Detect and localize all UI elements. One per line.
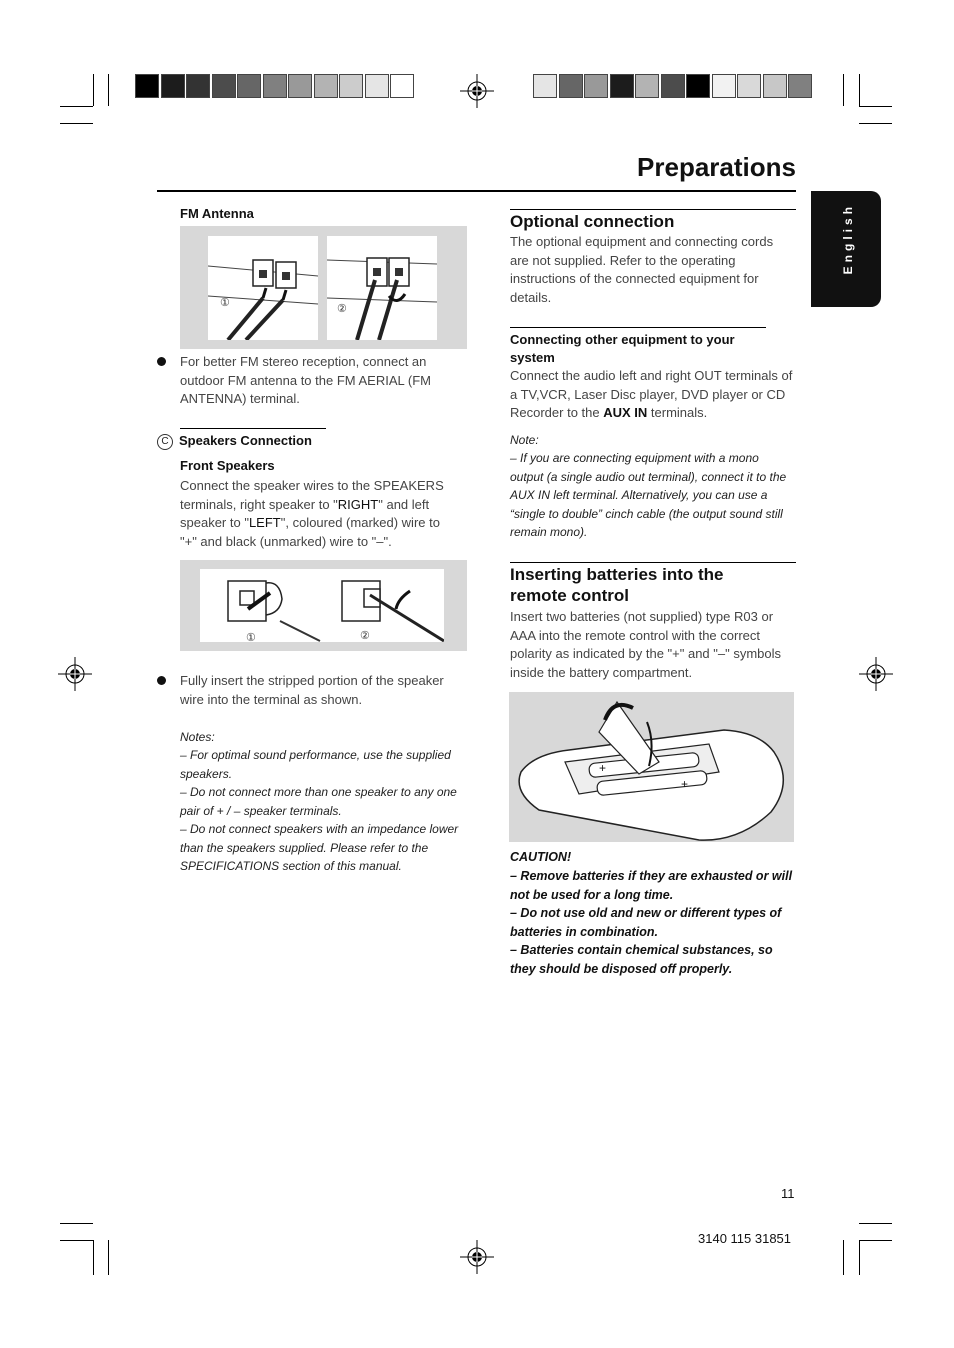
optional-connection-text: The optional equipment and connecting cords are not supplied. Refer to the operating instructions of the connected equipment for details. <box>510 234 774 305</box>
other-equipment-heading: Connecting other equipment to your system <box>510 332 735 365</box>
front-speakers-heading: Front Speakers <box>180 458 275 473</box>
crop-mark <box>859 1223 892 1224</box>
speakers-heading: Speakers Connection <box>179 433 312 448</box>
remote-battery-figure <box>509 692 794 842</box>
fm-antenna-panel-1 <box>208 236 318 340</box>
color-swatch <box>365 74 389 98</box>
page-number: 11 <box>781 1186 795 1201</box>
other-equipment-text-part: Connect the audio left and right OUT terminals of a TV,VCR, Laser Disc player, DVD player or CD Recorder to the <box>510 368 793 420</box>
optional-rule <box>510 209 796 210</box>
title-rule <box>157 190 796 192</box>
speaker-terminal-illustration <box>200 569 444 642</box>
left-word: LEFT <box>248 515 281 530</box>
other-equipment-text <box>510 367 795 423</box>
notes-list <box>180 746 460 876</box>
remote-control-illustration <box>509 692 794 842</box>
registration-mark-icon <box>460 1240 494 1274</box>
antenna-terminal-illustration <box>208 236 318 340</box>
color-swatch <box>610 74 634 98</box>
crop-mark <box>60 1223 93 1224</box>
speaker-connection-panel <box>200 569 444 642</box>
color-swatch <box>635 74 659 98</box>
caution-item: – Batteries contain chemical substances, so they should be disposed off properly. <box>510 943 773 976</box>
crop-mark <box>93 1240 94 1275</box>
aux-in-label: AUX IN <box>603 405 648 420</box>
color-swatch <box>584 74 608 98</box>
note-item: – Do not connect more than one speaker to any one pair of + / – speaker terminals. <box>180 785 457 818</box>
fm-antenna-figure <box>180 226 467 349</box>
registration-mark-icon <box>460 74 494 108</box>
caution-item: – Remove batteries if they are exhausted or will not be used for a long time. <box>510 869 793 902</box>
color-swatch <box>186 74 210 98</box>
speakers-heading-row <box>157 433 312 450</box>
fm-antenna-panel-2 <box>327 236 437 340</box>
svg-text:②: ② <box>337 303 347 315</box>
note-heading: Note: <box>510 433 539 447</box>
note-item: – Do not connect speakers with an impedance lower than the speakers supplied. Please refer to the SPECIFICATIONS section of this manual. <box>180 822 459 873</box>
color-swatch <box>737 74 761 98</box>
color-swatch <box>339 74 363 98</box>
crop-mark <box>60 1240 93 1241</box>
language-tab <box>811 191 881 307</box>
color-swatch <box>559 74 583 98</box>
color-swatch <box>712 74 736 98</box>
svg-text:②: ② <box>360 630 370 642</box>
page-title: Preparations <box>637 152 796 182</box>
speakers-rule <box>180 428 326 429</box>
color-swatch <box>763 74 787 98</box>
fm-antenna-heading: FM Antenna <box>180 206 254 221</box>
crop-mark <box>108 74 109 106</box>
optional-connection-heading: Optional connection <box>510 212 675 231</box>
color-swatch <box>788 74 812 98</box>
caution-item: – Do not use old and new or different types of batteries in combination. <box>510 906 782 939</box>
batteries-text: Insert two batteries (not supplied) type R03 or AAA into the remote control with the correct polarity as indicated by the "+" and "–" symbols inside the battery compartment. <box>510 609 782 680</box>
color-swatch <box>237 74 261 98</box>
color-swatch <box>390 74 414 98</box>
bullet-dot <box>157 357 166 366</box>
notes-heading: Notes: <box>180 730 215 744</box>
other-equipment-rule <box>510 327 766 328</box>
fm-bullet-text: For better FM stereo reception, connect an outdoor FM antenna to the FM AERIAL (FM ANTENNA) terminal. <box>180 354 431 406</box>
note-text: – If you are connecting equipment with a mono output (a single audio out terminal), connect it to the AUX IN left terminal. Alternatively, you can use a “single to double” cinch cable (the output sound still remain mono). <box>510 451 787 539</box>
crop-mark <box>859 1240 860 1275</box>
section-marker-c: C <box>157 434 173 450</box>
registration-mark-icon <box>859 657 893 691</box>
caution-list <box>510 867 796 978</box>
speaker-connection-figure <box>180 560 467 651</box>
crop-mark <box>60 106 93 107</box>
batteries-rule <box>510 562 796 563</box>
other-equipment-text-part: terminals. <box>647 405 708 420</box>
crop-mark <box>843 1240 844 1275</box>
front-speakers-text-part: " and left speaker to " <box>180 496 430 530</box>
color-swatch <box>661 74 685 98</box>
crop-mark <box>108 1240 109 1275</box>
svg-text:①: ① <box>220 297 230 309</box>
crop-mark <box>843 74 844 106</box>
crop-mark <box>93 74 94 106</box>
color-swatch <box>533 74 557 98</box>
crop-mark <box>859 74 860 106</box>
bullet-dot <box>157 676 166 685</box>
insert-bullet-text: Fully insert the stripped portion of the speaker wire into the terminal as shown. <box>180 673 444 707</box>
svg-text:+: + <box>681 777 689 791</box>
color-swatch <box>161 74 185 98</box>
batteries-heading: Inserting batteries into the remote control <box>510 565 724 605</box>
crop-mark <box>859 106 892 107</box>
front-speakers-text-part: ", coloured (marked) wire to "+" and black (unmarked) wire to "–". <box>180 515 440 549</box>
language-tab-label: English <box>841 203 855 275</box>
front-speakers-text-part: Connect the speaker wires to the SPEAKERS terminals, right speaker to " <box>180 478 444 512</box>
note-item: – For optimal sound performance, use the supplied speakers. <box>180 748 451 781</box>
antenna-terminal-illustration <box>327 236 437 340</box>
svg-text:+: + <box>599 761 607 775</box>
crop-mark <box>859 123 892 124</box>
front-speakers-text <box>180 477 455 551</box>
color-swatch <box>212 74 236 98</box>
color-swatch <box>288 74 312 98</box>
right-word: RIGHT <box>337 496 379 512</box>
crop-mark <box>859 1240 892 1241</box>
svg-text:①: ① <box>246 632 256 642</box>
registration-mark-icon <box>58 657 92 691</box>
caution-heading: CAUTION! <box>510 850 572 864</box>
document-code: 3140 115 31851 <box>698 1231 792 1246</box>
color-swatch <box>135 74 159 98</box>
crop-mark <box>60 123 93 124</box>
color-swatch <box>314 74 338 98</box>
color-swatch <box>263 74 287 98</box>
color-swatch <box>686 74 710 98</box>
